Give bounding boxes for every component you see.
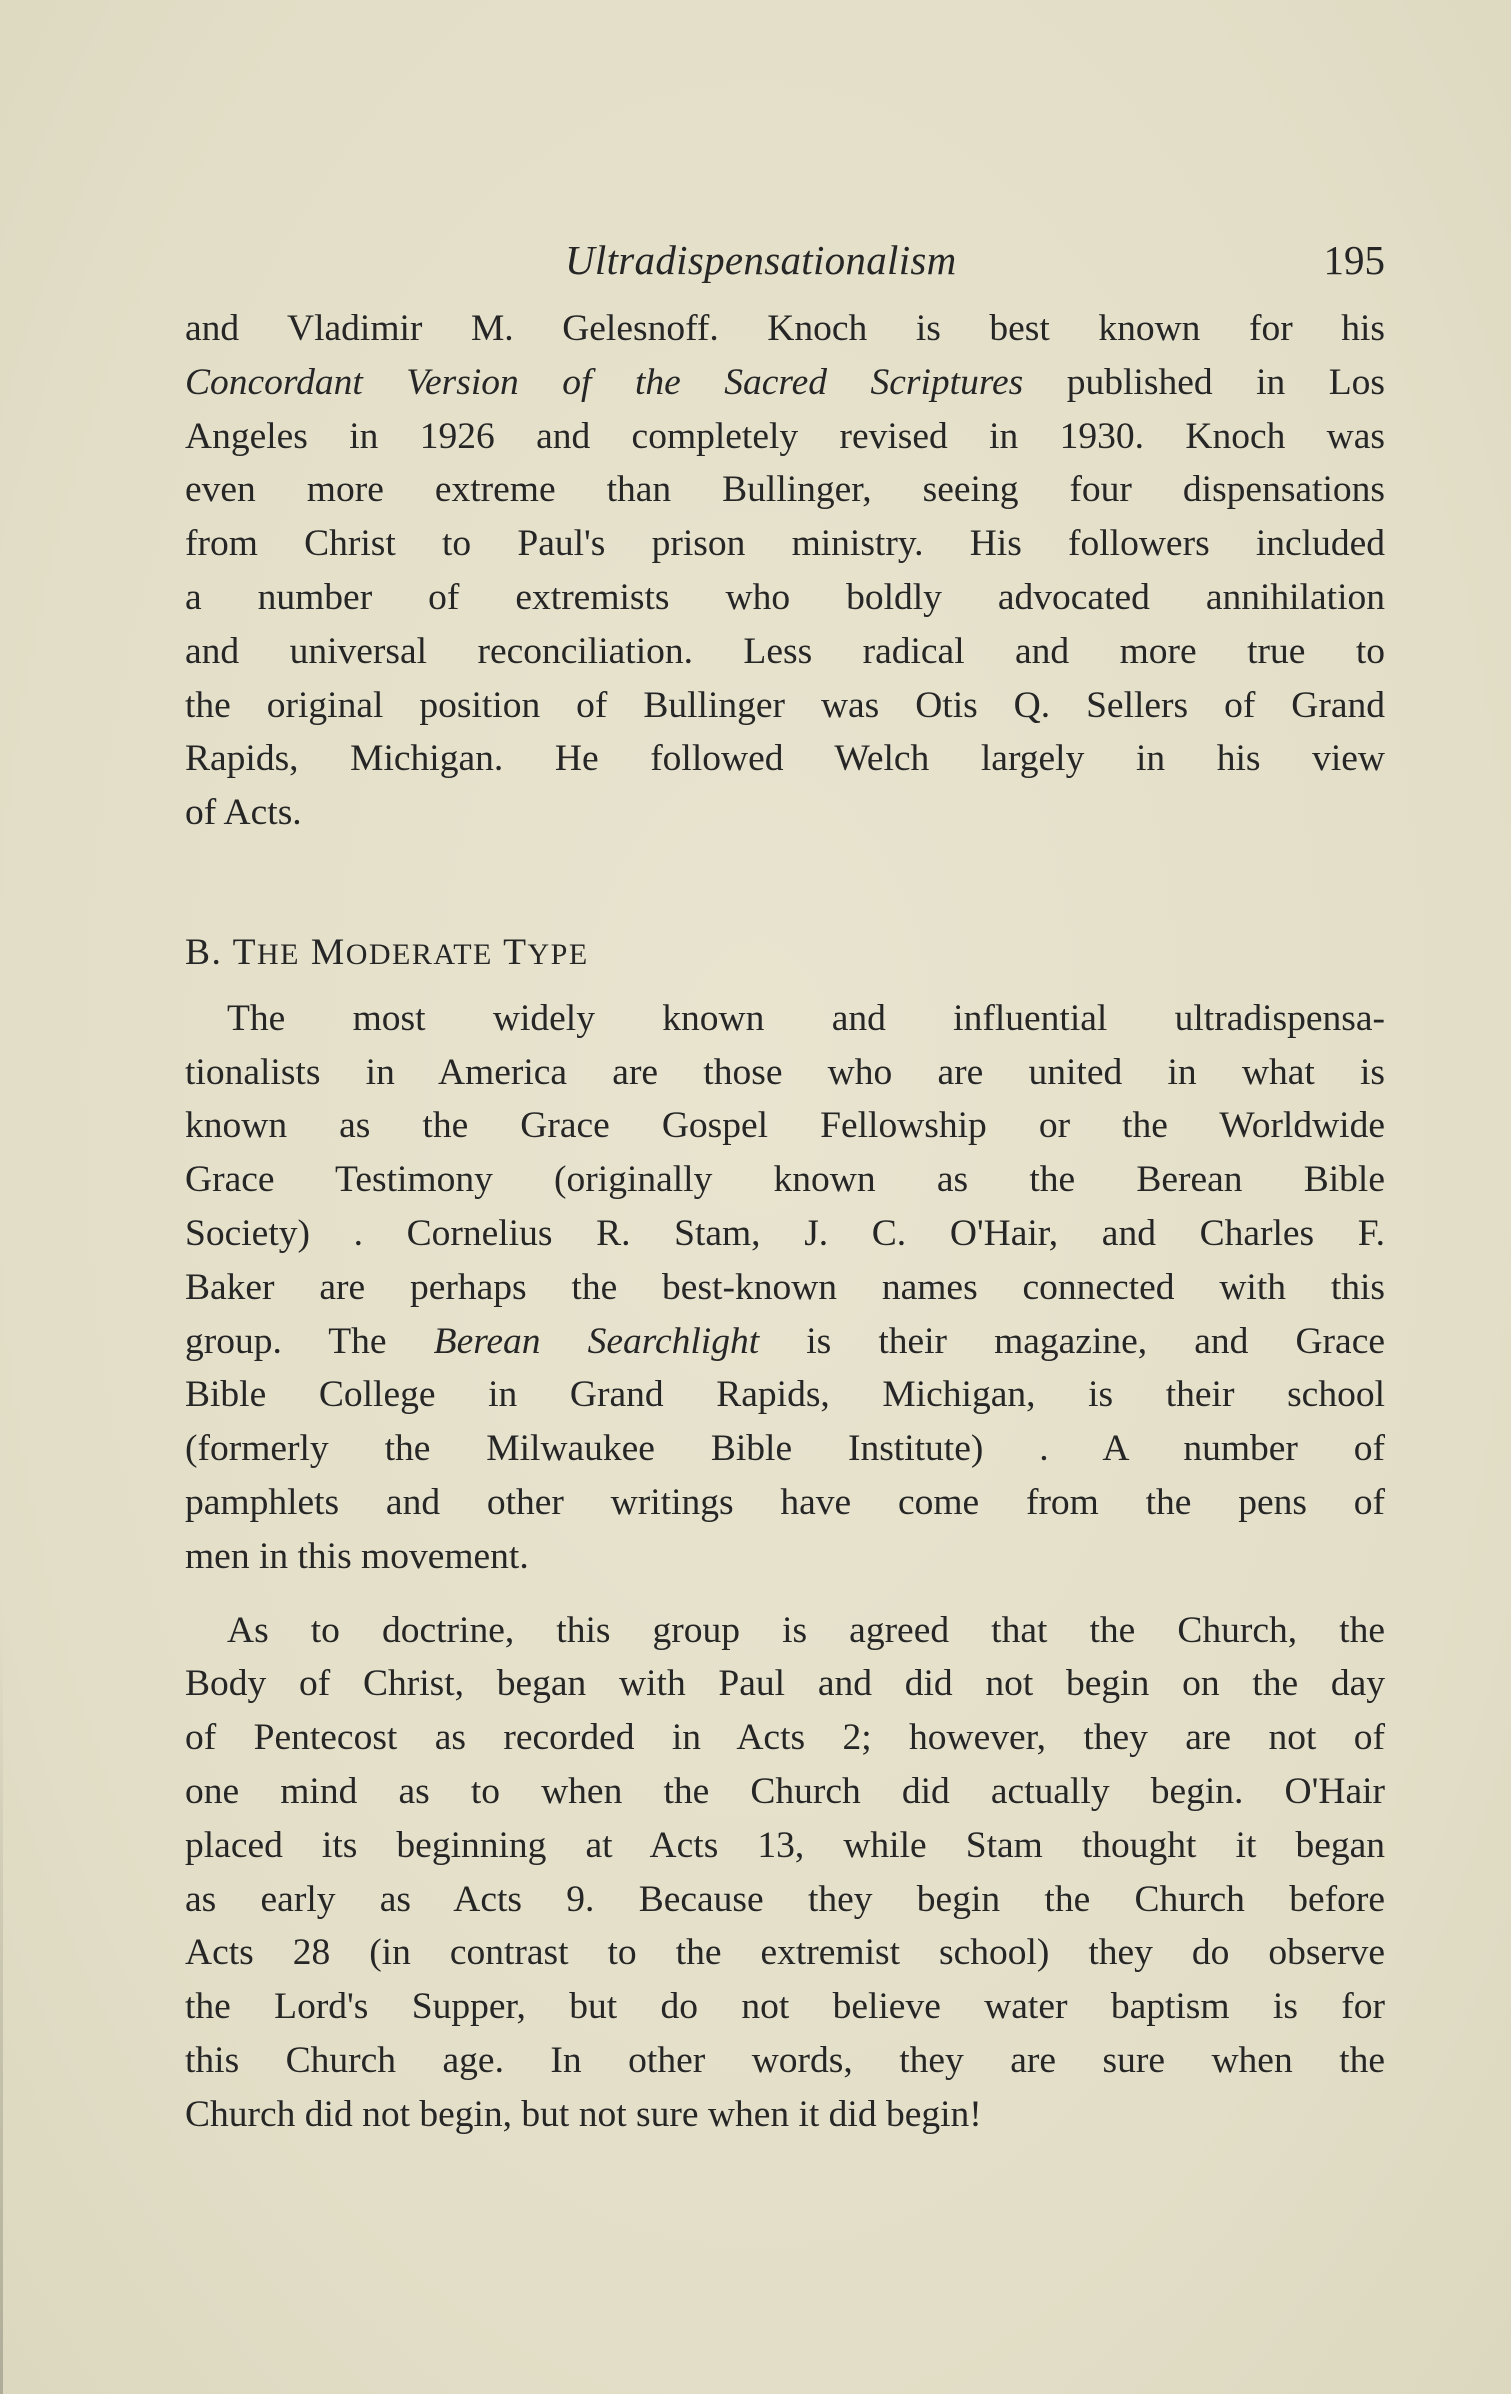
running-title: Ultradispensationalism: [565, 237, 957, 283]
text-line: even more extreme than Bullinger, seeing four dispensations: [185, 469, 1385, 511]
text-line: pamphlets and other writings have come from the pens of: [185, 1481, 1385, 1523]
heading-prefix: B. T: [185, 931, 257, 973]
heading-spacer: [185, 980, 1385, 992]
text-line: (formerly the Milwaukee Bible Institute) . A number of: [185, 1428, 1385, 1470]
paragraph-1: [185, 302, 1385, 840]
text-line: Body of Christ, began with Paul and did not begin on the day: [185, 1663, 1385, 1705]
text-line: from Christ to Paul's prison ministry. His followers included: [185, 523, 1385, 565]
paragraph-3: [185, 1604, 1385, 2142]
paragraph-spacer: [185, 1584, 1385, 1604]
text-line: placed its beginning at Acts 13, while Stam thought it began: [185, 1824, 1385, 1866]
text-fragment: is their magazine, and Grace: [759, 1320, 1385, 1362]
text-line: Grace Testimony (originally known as the Berean Bible: [185, 1159, 1385, 1201]
heading-smallcaps: YPE: [527, 937, 589, 971]
text-line: As to doctrine, this group is agreed that the Church, the: [227, 1609, 1385, 1651]
text-line: Acts 28 (in contrast to the extremist school) they do observe: [185, 1932, 1385, 1974]
paragraph-2: [185, 992, 1385, 1584]
page-edge-shadow: [0, 1620, 3, 2394]
text-line: of Pentecost as recorded in Acts 2; however, they are not of: [185, 1717, 1385, 1759]
text-line: this Church age. In other words, they are sure when the: [185, 2039, 1385, 2081]
text-line: tionalists in America are those who are united in what is: [185, 1051, 1385, 1093]
text-line: known as the Grace Gospel Fellowship or the Worldwide: [185, 1105, 1385, 1147]
text-line: one mind as to when the Church did actually begin. O'Hair: [185, 1770, 1385, 1812]
body-text: [185, 302, 1385, 2142]
heading-capital: M: [300, 931, 346, 973]
heading-capital: T: [492, 931, 528, 973]
text-line: the Lord's Supper, but do not believe water baptism is for: [185, 1986, 1385, 2028]
book-title-concordant-version: Concordant Version of the Sacred Scriptures: [185, 361, 1024, 403]
text-line: [185, 356, 1385, 410]
section-heading: [185, 926, 1385, 980]
text-line: The most widely known and influential ultradispensa-: [227, 997, 1385, 1039]
heading-smallcaps: ODERATE: [345, 937, 493, 971]
heading-smallcaps: HE: [257, 937, 300, 971]
text-line: a number of extremists who boldly advocated annihilation: [185, 576, 1385, 618]
magazine-title-berean-searchlight: Berean Searchlight: [433, 1320, 760, 1362]
text-line: Church did not begin, but not sure when it did begin!: [185, 2093, 982, 2135]
text-line: Bible College in Grand Rapids, Michigan, is their school: [185, 1374, 1385, 1416]
text-fragment: group. The: [185, 1320, 434, 1362]
text-line: Rapids, Michigan. He followed Welch largely in his view: [185, 738, 1385, 780]
text-fragment: published in Los: [1023, 361, 1386, 403]
text-line: as early as Acts 9. Because they begin the Church before: [185, 1878, 1385, 1920]
text-line: the original position of Bullinger was Otis Q. Sellers of Grand: [185, 684, 1385, 726]
running-head: [185, 232, 1385, 292]
text-line: [185, 1315, 1385, 1369]
text-line: and universal reconciliation. Less radical and more true to: [185, 630, 1385, 672]
text-line: men in this movement.: [185, 1535, 529, 1577]
page-number: 195: [1323, 237, 1385, 283]
text-line: Society) . Cornelius R. Stam, J. C. O'Hair, and Charles F.: [185, 1212, 1385, 1254]
text-line: of Acts.: [185, 792, 302, 834]
section-spacer: [185, 840, 1385, 926]
text-line: Angeles in 1926 and completely revised in 1930. Knoch was: [185, 415, 1385, 457]
text-line: Baker are perhaps the best-known names connected with this: [185, 1266, 1385, 1308]
text-line: and Vladimir M. Gelesnoff. Knoch is best known for his: [185, 308, 1385, 349]
